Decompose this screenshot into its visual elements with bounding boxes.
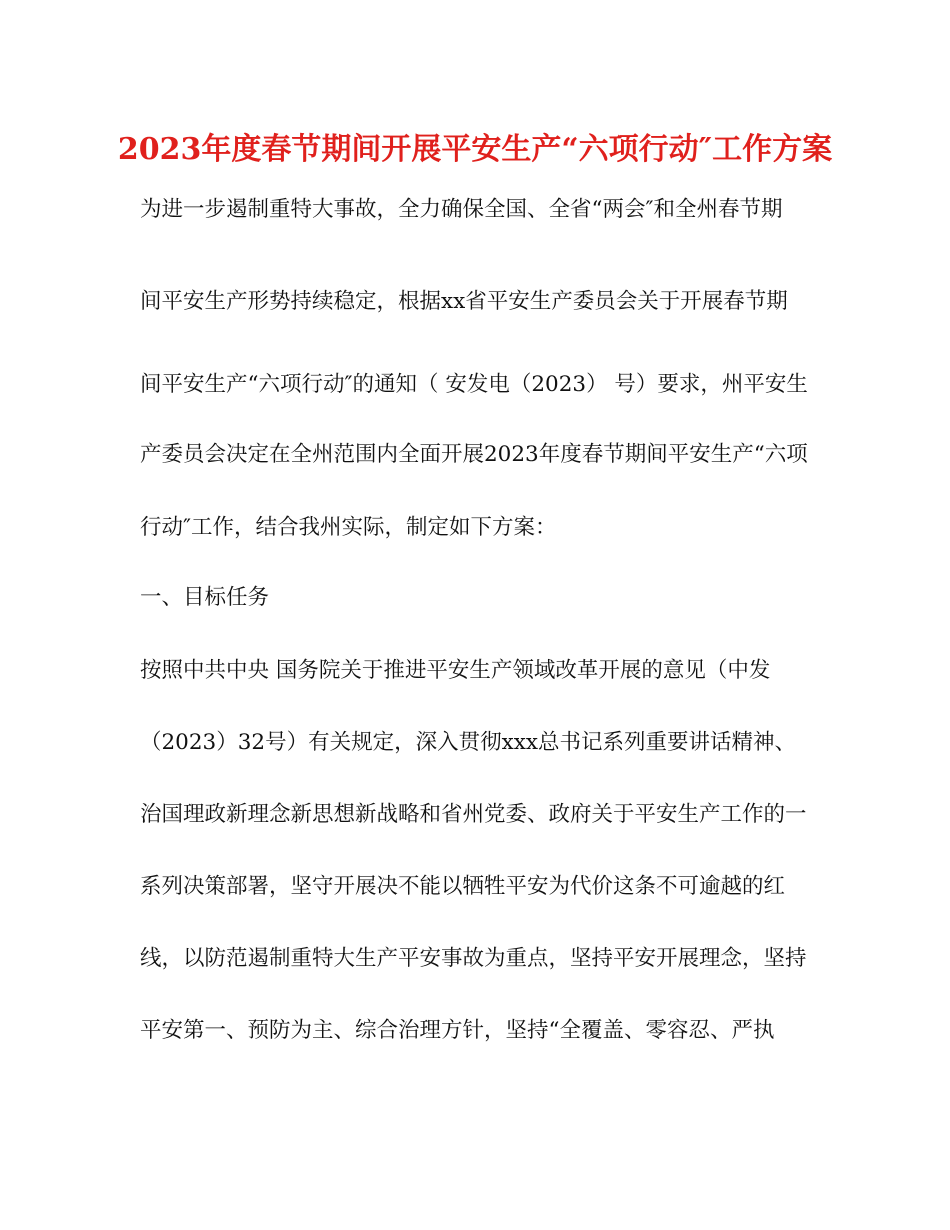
paragraph-line: 线，以防范遏制重特大生产平安事故为重点，坚持平安开展理念，坚持 — [140, 946, 807, 971]
document-title: 2023年度春节期间开展平安生产“六项行动″工作方案 — [117, 132, 833, 167]
paragraph-line: 行动″工作，结合我州实际，制定如下方案： — [140, 515, 557, 540]
paragraph-line: 间平安生产形势持续稳定，根据xx省平安生产委员会关于开展春节期 — [140, 289, 788, 314]
paragraph-line: 治国理政新理念新思想新战略和省州党委、政府关于平安生产工作的一 — [140, 802, 807, 827]
paragraph-line: 为进一步遏制重特大事故，全力确保全国、全省“两会″和全州春节期 — [140, 197, 783, 222]
section-heading: 一、目标任务 — [140, 585, 270, 610]
paragraph-line: （2023）32号）有关规定，深入贯彻xxx总书记系列重要讲话精神、 — [140, 730, 796, 755]
paragraph-line: 产委员会决定在全州范围内全面开展2023年度春节期间平安生产“六项 — [140, 442, 808, 467]
paragraph-line: 平安第一、预防为主、综合治理方针，坚持“全覆盖、零容忍、严执 — [140, 1018, 775, 1043]
paragraph-line: 系列决策部署，坚守开展决不能以牺牲平安为代价这条不可逾越的红 — [140, 874, 786, 899]
paragraph-line: 按照中共中央 国务院关于推进平安生产领域改革开展的意见（中发 — [140, 658, 771, 683]
paragraph-line: 间平安生产“六项行动″的通知（ 安发电（2023） 号）要求，州平安生 — [140, 372, 808, 397]
